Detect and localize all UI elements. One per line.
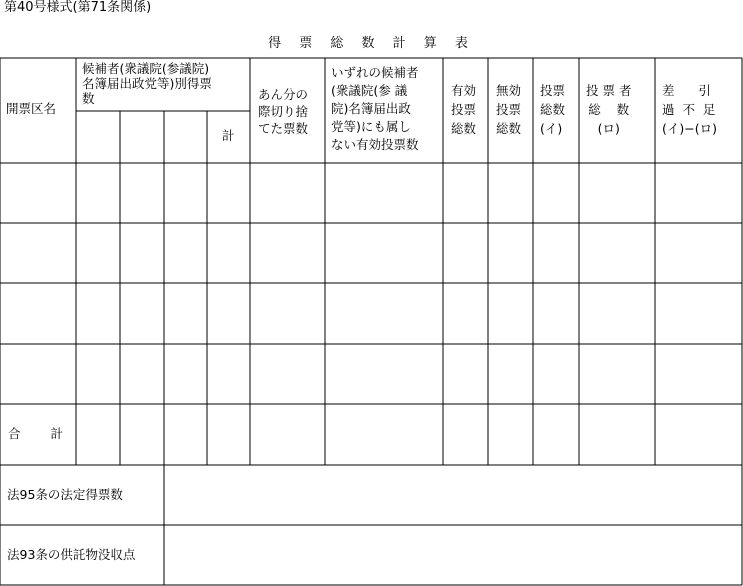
form-number-label: 第40号様式(第71条関係) <box>4 0 152 15</box>
header-ballots-total-line2: 総数 <box>540 102 566 117</box>
header-other-valid-line1: いずれの候補者 <box>331 65 419 80</box>
header-invalid-total <box>496 81 521 138</box>
header-ballots-total-line3: (イ) <box>540 121 563 136</box>
document-title: 得 票 総 数 計 算 表 <box>268 36 475 51</box>
total-row-label: 合 計 <box>8 426 63 441</box>
header-fractional-votes <box>258 86 308 137</box>
header-candidate-votes-line2: 名簿届出政党等)別得票 <box>82 76 212 91</box>
header-difference <box>662 81 717 138</box>
header-invalid-total-line2: 投票 <box>496 102 522 117</box>
header-other-valid-line3: 院)名簿届出政 <box>331 101 411 116</box>
header-other-valid-votes <box>331 64 419 154</box>
header-ballots-total-line1: 投票 <box>540 83 566 98</box>
header-difference-line1: 差 引 <box>662 83 711 98</box>
header-invalid-total-line1: 無効 <box>496 83 522 98</box>
header-voters-total <box>586 81 631 138</box>
header-other-valid-line5: ない有効投票数 <box>331 137 419 152</box>
header-invalid-total-line3: 総数 <box>496 121 522 136</box>
header-voters-total-line1: 投 票 者 <box>586 83 632 98</box>
header-other-valid-line2: (衆議院(参 議 <box>331 83 408 98</box>
header-valid-total <box>451 81 476 138</box>
header-candidate-votes-line3: 数 <box>82 91 95 106</box>
header-valid-total-line2: 投票 <box>451 102 477 117</box>
header-voters-total-line3: (ロ) <box>597 121 620 136</box>
header-valid-total-line3: 総数 <box>451 121 477 136</box>
header-ballots-total <box>540 81 565 138</box>
header-difference-line2: 過 不 足 <box>662 102 716 117</box>
header-fractional-line3: てた票数 <box>258 121 309 136</box>
header-other-valid-line4: 党等)にも属し <box>331 119 411 134</box>
header-district-name: 開票区名 <box>6 101 57 116</box>
header-voters-total-line2: 総 数 <box>588 102 630 117</box>
header-candidate-votes-line1: 候補者(衆議院(参議院) <box>82 61 210 76</box>
deposit-forfeit-label: 法93条の供託物没収点 <box>7 547 136 562</box>
header-fractional-line1: あん分の <box>258 87 309 102</box>
header-difference-line3: (イ)−(ロ) <box>662 121 717 136</box>
header-fractional-line2: 際切り捨 <box>258 104 309 119</box>
statutory-votes-label: 法95条の法定得票数 <box>7 487 123 502</box>
header-valid-total-line1: 有効 <box>451 83 477 98</box>
header-subtotal: 計 <box>222 128 235 143</box>
header-candidate-votes <box>82 61 212 106</box>
